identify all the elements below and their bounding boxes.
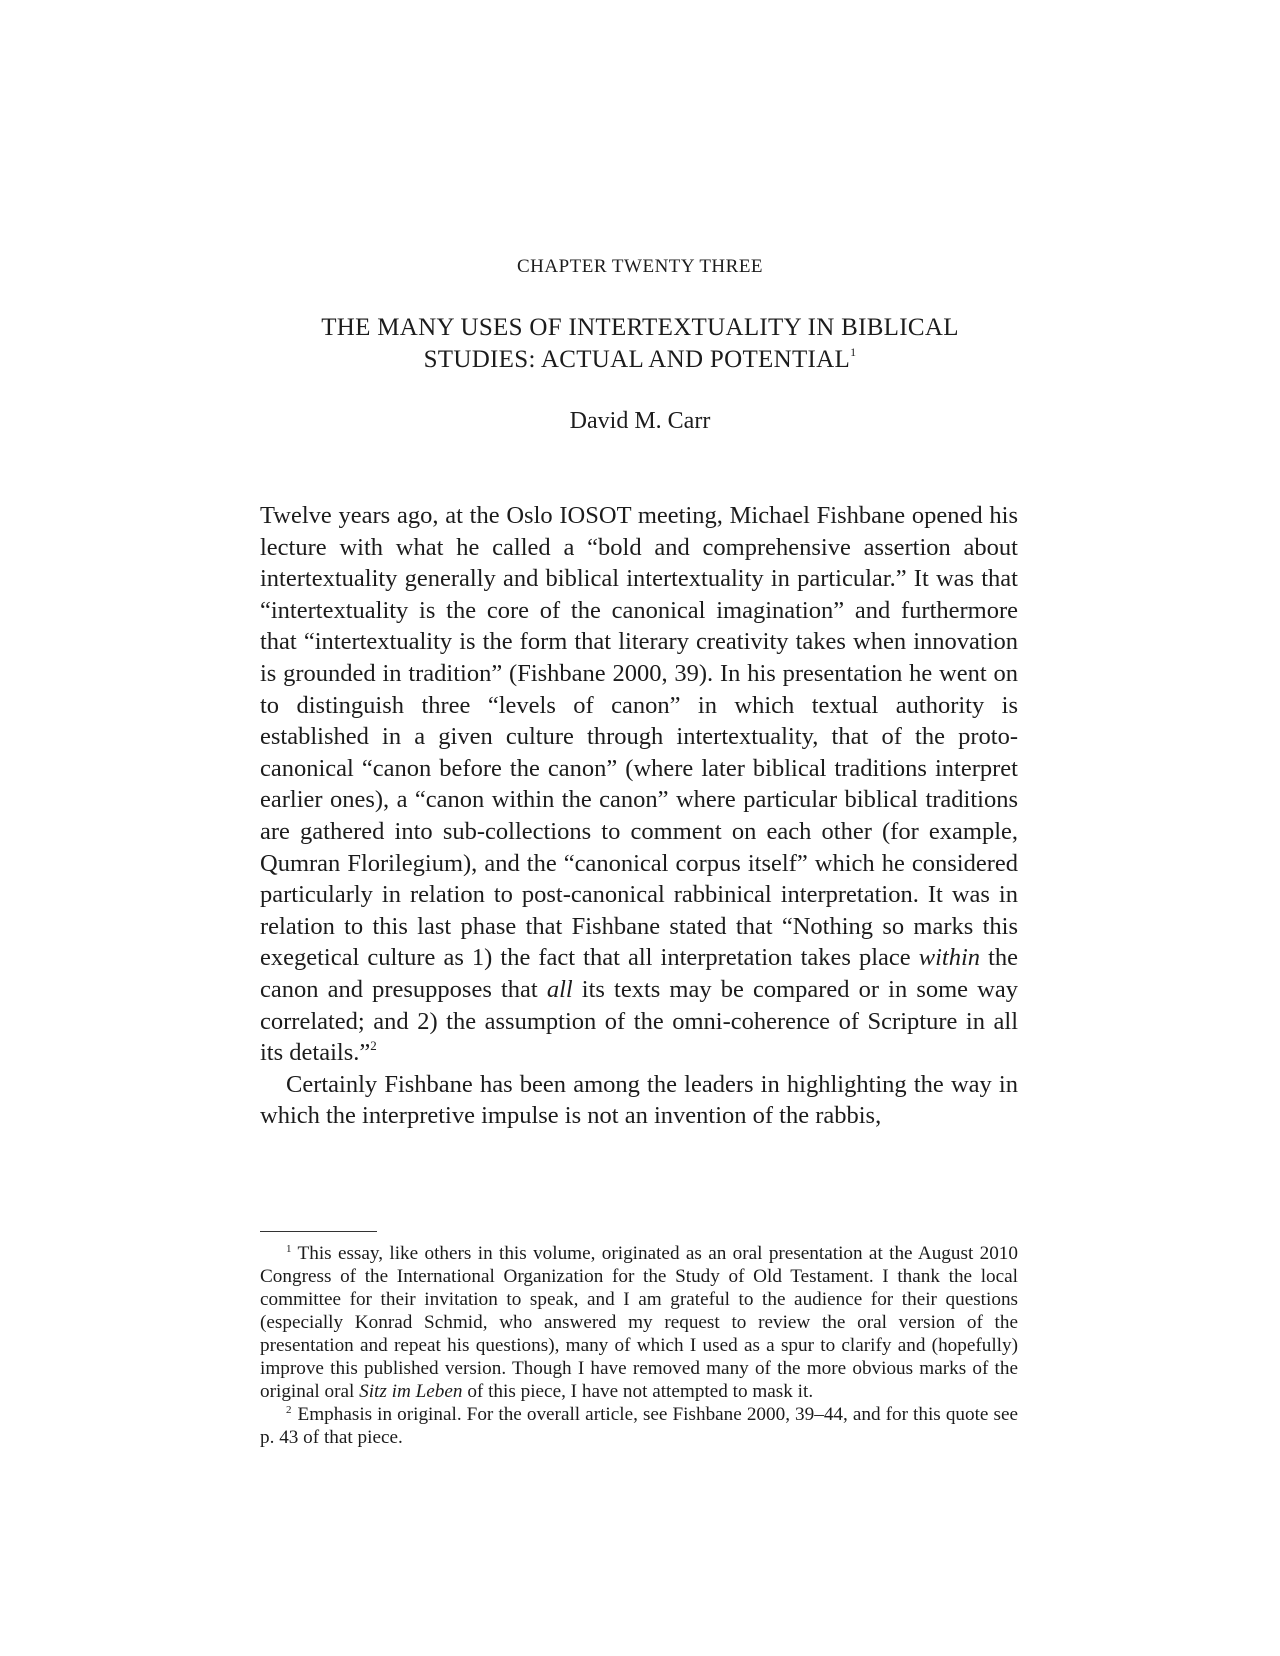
footnote-1 (260, 1242, 1018, 1403)
paragraph-1-text-b: the canon and presupposes that (260, 944, 1018, 1003)
paragraph-1-text-a: Twelve years ago, at the Oslo IOSOT meeting, Michael Fishbane opened his lecture with what he called a “bold and comprehensive assertion about intertextuality generally and biblical intertextuality in particular.” It was that “intertextuality is the core of the canonical imagination” and furthermore that “intertextuality is the form that literary creativity takes when innovation is grounded in tradition” (Fishbane 2000, 39). In his presentation he went on to distinguish three “levels of canon” in which textual authority is established in a given culture through intertextuality, that of the proto-canonical “canon before the canon” (where later biblical traditions interpret earlier ones), a “canon within the canon” where particular biblical traditions are gathered into sub-collections to comment on each other (for example, Qumran Florilegium), and the “canonical corpus itself” which he considered particularly in relation to post-canonical rabbinical interpretation. It was in relation to this last phase that Fishbane stated that “Nothing so marks this exegetical culture as 1) the fact that all interpretation takes place (260, 502, 1018, 972)
chapter-title-line-1: THE MANY USES OF INTERTEXTUALITY IN BIBLICAL (321, 314, 959, 341)
chapter-title-line-2: STUDIES: ACTUAL AND POTENTIAL (423, 346, 851, 373)
footnote-2 (260, 1403, 1018, 1449)
footnote-1-number: 1 (286, 1243, 292, 1255)
footnote-1-text-a: This essay, like others in this volume, originated as an oral presentation at the August 2010 Congress of the International Organization for the Study of Old Testament. I thank the local committee for their invitation to speak, and I am grateful to the audience for their questions (especially Konrad Schmid, who answered my request to review the oral version of the presentation and repeat his questions), many of which I used as a spur to clarify and (hopefully) improve this published version. Though I have removed many of the more obvious marks of the original oral (260, 1243, 1018, 1402)
chapter-label: CHAPTER TWENTY THREE (516, 256, 764, 277)
emphasis-all: all (546, 975, 573, 1003)
paragraph-1 (260, 500, 1018, 1069)
footnote-ref-2[interactable]: 2 (370, 1038, 377, 1054)
paragraph-1-text-c: its texts may be compared or in some way correlated; and 2) the assumption of the omni-coherence of Scripture in all its details.” (260, 975, 1018, 1067)
paragraph-2: Certainly Fishbane has been among the leaders in highlighting the way in which the interpretive impulse is not an invention of the rabbis, (260, 1070, 1018, 1130)
chapter-title (0, 312, 1280, 376)
emphasis-within: within (918, 944, 980, 972)
footnote-divider (260, 1231, 377, 1232)
footnote-1-emphasis: Sitz im Leben (359, 1381, 463, 1402)
author-name: David M. Carr (569, 408, 711, 434)
footnotes (260, 1242, 1018, 1449)
footnote-1-text-b: of this piece, I have not attempted to mask it. (462, 1381, 814, 1402)
body-text (260, 500, 1018, 1132)
footnote-ref-1[interactable]: 1 (850, 345, 857, 359)
footnote-2-text: Emphasis in original. For the overall article, see Fishbane 2000, 39–44, and for this quote see p. 43 of that piece. (260, 1404, 1018, 1448)
footnote-2-number: 2 (286, 1404, 292, 1416)
